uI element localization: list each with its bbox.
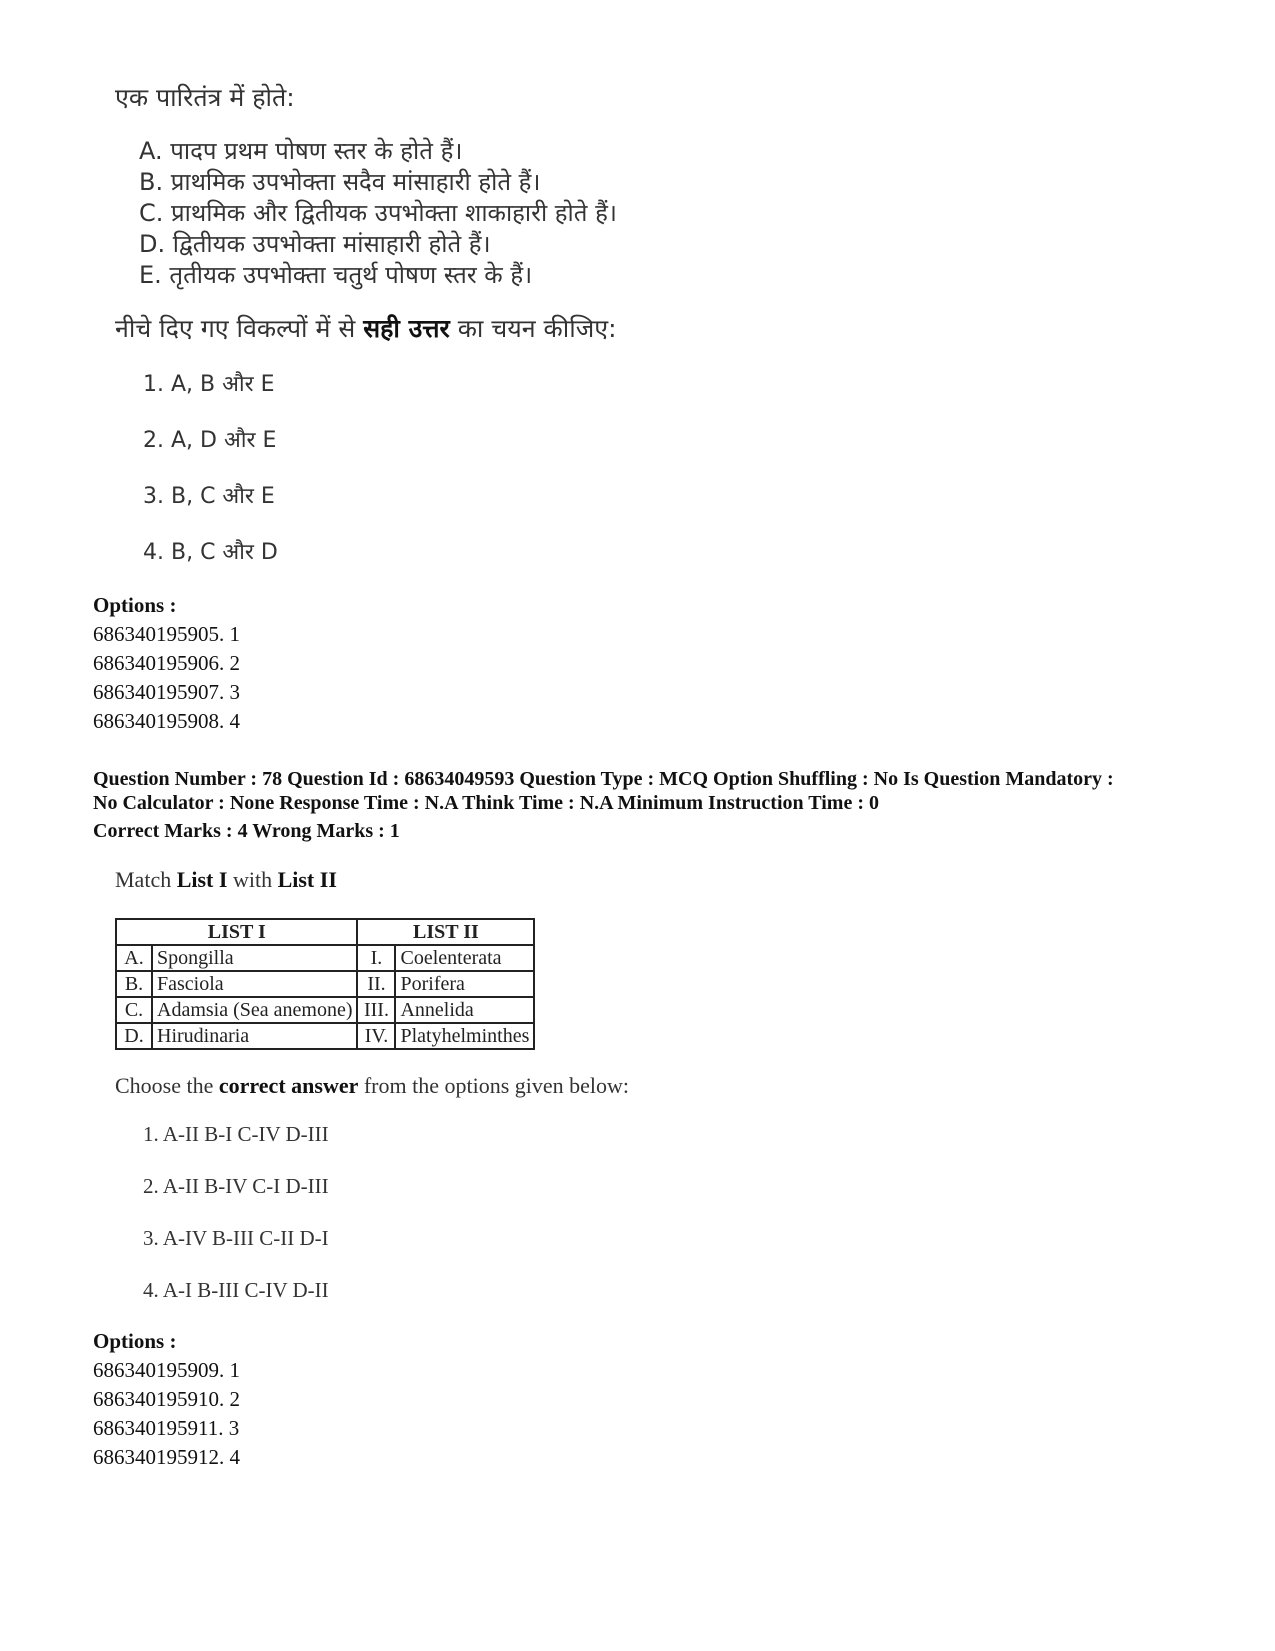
q78-choose-post: from the options given below: [358, 1073, 630, 1098]
list2-header: LIST II [357, 919, 534, 945]
q77-intro: एक पारितंत्र में होते: [115, 83, 295, 112]
q78-match-pre: Match [115, 867, 177, 892]
row-match-label: IV. [357, 1023, 395, 1049]
q77-options-label: Options : [93, 593, 177, 617]
q78-choice-1: 1. A-II B-I C-IV D-III [143, 1122, 329, 1146]
q77-choice-4: 4. B, C और D [143, 540, 278, 565]
q78-choice-3: 3. A-IV B-III C-II D-I [143, 1226, 329, 1250]
row-match: Coelenterata [395, 945, 534, 971]
q78-match-list2: List II [277, 867, 337, 892]
q78-match-with: with [227, 867, 278, 892]
q78-choice-2: 2. A-II B-IV C-I D-III [143, 1174, 329, 1198]
q77-statement-e: E. तृतीयक उपभोक्ता चतुर्थ पोषण स्तर के हैं। [139, 261, 533, 289]
q77-statements [139, 136, 617, 291]
q78-marks: Correct Marks : 4 Wrong Marks : 1 [93, 820, 400, 842]
table-header-row [116, 919, 534, 945]
q77-options [93, 591, 240, 736]
q78-question-image [115, 866, 629, 1100]
q78-option-3: 686340195911. 3 [93, 1416, 240, 1440]
table-row [116, 997, 534, 1023]
q77-choice-2: 2. A, D और E [143, 428, 277, 453]
q78-options-label: Options : [93, 1329, 177, 1353]
q77-statement-d: D. द्वितीयक उपभोक्ता मांसाहारी होते हैं। [139, 230, 491, 258]
list1-header: LIST I [116, 919, 357, 945]
q78-meta-line1: Question Number : 78 Question Id : 68634049593 Question Type : MCQ Option Shuffling : No Is Question Mandatory : [93, 768, 1114, 790]
q78-match-list1: List I [176, 867, 228, 892]
row-match: Platyhelminthes [395, 1023, 534, 1049]
q77-instruction-post: का चयन कीजिए: [449, 314, 617, 343]
row-match: Annelida [395, 997, 534, 1023]
q77-option-3: 686340195907. 3 [93, 680, 240, 704]
row-label: B. [116, 971, 152, 997]
q77-instruction-bold: सही उत्तर [363, 314, 450, 343]
row-label: D. [116, 1023, 152, 1049]
row-match: Porifera [395, 971, 534, 997]
row-match-label: I. [357, 945, 395, 971]
q77-instruction [115, 313, 617, 345]
q77-option-1: 686340195905. 1 [93, 622, 240, 646]
q78-choices [143, 1122, 329, 1330]
q77-instruction-pre: नीचे दिए गए विकल्पों में से [115, 314, 364, 343]
row-match-label: II. [357, 971, 395, 997]
q77-option-2: 686340195906. 2 [93, 651, 240, 675]
row-item: Fasciola [152, 971, 357, 997]
q78-choose-bold: correct answer [218, 1073, 359, 1098]
q78-options [93, 1327, 240, 1472]
q78-option-2: 686340195910. 2 [93, 1387, 240, 1411]
q77-statement-a: A. पादप प्रथम पोषण स्तर के होते हैं। [139, 137, 463, 165]
q77-statement-c: C. प्राथमिक और द्वितीयक उपभोक्ता शाकाहारी होते हैं। [139, 199, 617, 227]
q78-match-table [115, 918, 535, 1050]
row-match-label: III. [357, 997, 395, 1023]
q77-choices [143, 368, 278, 592]
q78-choice-4: 4. A-I B-III C-IV D-II [143, 1278, 329, 1302]
q78-option-4: 686340195912. 4 [93, 1445, 240, 1469]
q78-choose-instruction [115, 1072, 629, 1100]
table-row [116, 1023, 534, 1049]
q77-question-image [115, 82, 617, 345]
q77-option-4: 686340195908. 4 [93, 709, 240, 733]
q78-match-heading [115, 866, 629, 894]
row-item: Hirudinaria [152, 1023, 357, 1049]
table-row [116, 945, 534, 971]
q77-choice-3: 3. B, C और E [143, 484, 275, 509]
row-label: A. [116, 945, 152, 971]
q77-choice-1: 1. A, B और E [143, 372, 275, 397]
q78-meta [93, 767, 1213, 843]
table-row [116, 971, 534, 997]
q78-meta-line2: No Calculator : None Response Time : N.A Think Time : N.A Minimum Instruction Time : 0 [93, 792, 879, 814]
row-item: Adamsia (Sea anemone) [152, 997, 357, 1023]
q77-statement-b: B. प्राथमिक उपभोक्ता सदैव मांसाहारी होते हैं। [139, 168, 541, 196]
row-item: Spongilla [152, 945, 357, 971]
q78-option-1: 686340195909. 1 [93, 1358, 240, 1382]
row-label: C. [116, 997, 152, 1023]
q78-choose-pre: Choose the [115, 1073, 219, 1098]
